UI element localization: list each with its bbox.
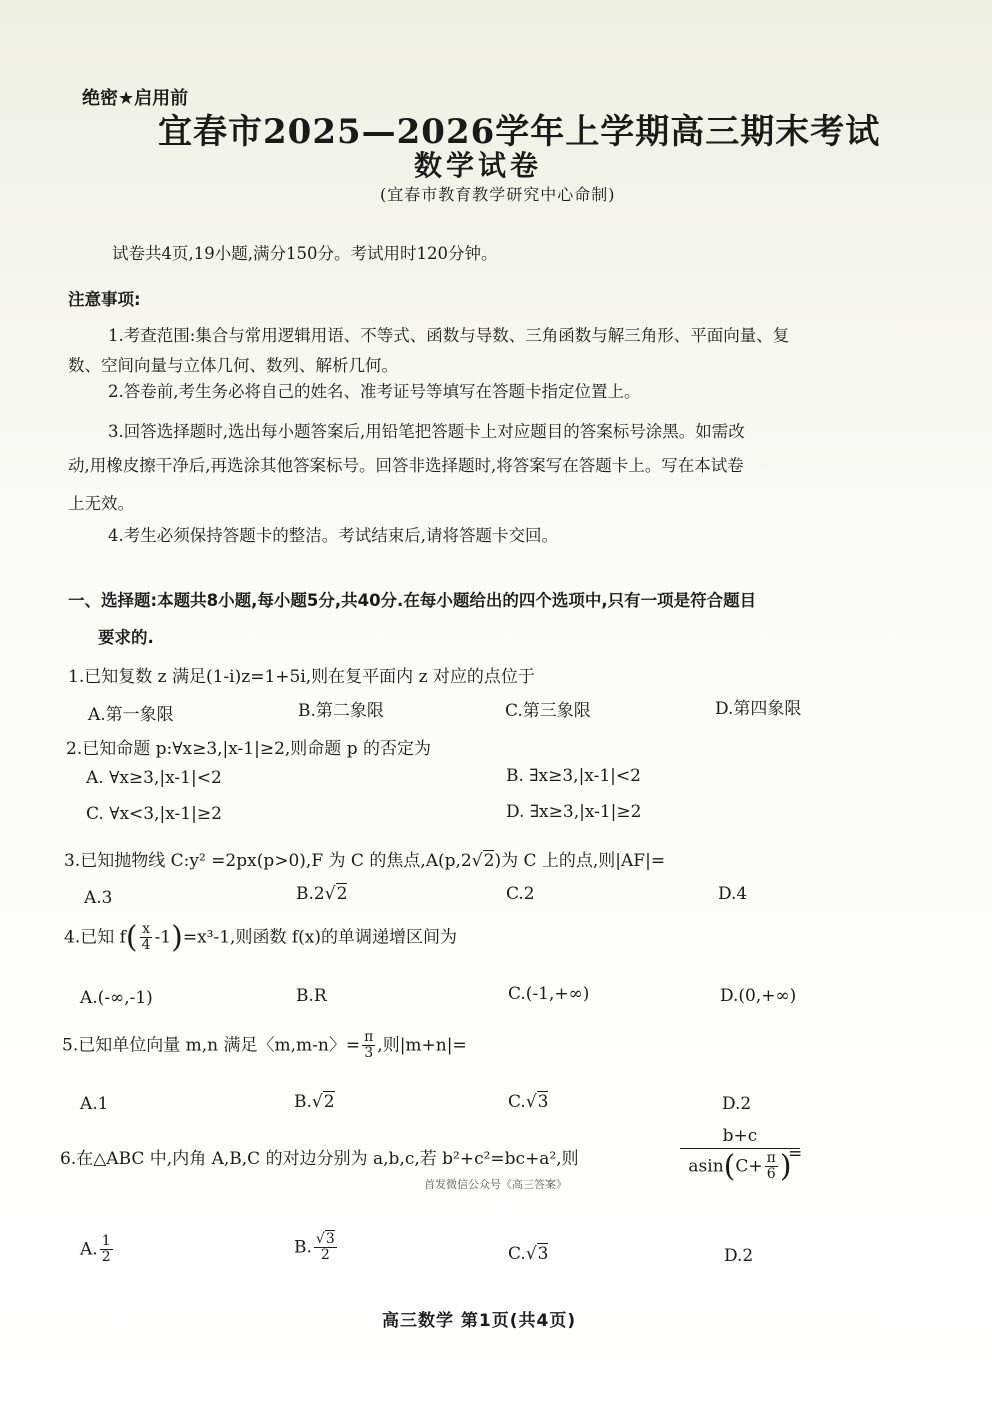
q4-option-b: B.R <box>296 986 327 1006</box>
q5-option-a: A.1 <box>80 1094 109 1114</box>
notice-line: 1.考查范围:集合与常用逻辑用语、不等式、函数与导数、三角函数与解三角形、平面向量、复 <box>108 326 790 345</box>
q3-option-a: A.3 <box>84 888 113 908</box>
section-heading-cont: 要求的. <box>98 628 154 647</box>
question-4-stem: 4.已知 f( $\frac{x}{4}$ -1)=x³-1,则函数 f(x)的单调递增区间为 <box>64 919 458 955</box>
question-5-stem: 5.已知单位向量 m,n 满足〈m,m-n〉= $\frac{\pi}{3}$ ,则|m+n|= <box>62 1029 467 1062</box>
notice-line: 4.考生必须保持答题卡的整洁。考试结束后,请将答题卡交回。 <box>108 526 558 545</box>
notice-line: 3.回答选择题时,选出每小题答案后,用铅笔把答题卡上对应题目的答案标号涂黑。如需改 <box>108 422 745 441</box>
q1-option-c: C.第三象限 <box>505 701 591 721</box>
notice-title: 注意事项: <box>68 290 141 309</box>
q6-option-b: B. $\frac{√3}{2}$ <box>294 1231 335 1264</box>
question-2-stem: 2.已知命题 p:∀x≥3,|x-1|≥2,则命题 p 的否定为 <box>66 739 432 759</box>
q5-option-d: D.2 <box>722 1094 752 1114</box>
notice-line: 数、空间向量与立体几何、数列、解析几何。 <box>68 356 398 375</box>
watermark-text: 首发微信公众号《高三答案》 <box>424 1178 567 1191</box>
q2-option-d: D. ∃x≥3,|x-1|≥2 <box>506 802 642 822</box>
q2-option-b: B. ∃x≥3,|x-1|<2 <box>506 766 641 786</box>
q5-option-b: B.√2 <box>294 1092 335 1112</box>
question-1-stem: 1.已知复数 z 满足(1-i)z=1+5i,则在复平面内 z 对应的点位于 <box>68 667 535 687</box>
q3-option-d: D.4 <box>718 884 748 904</box>
exam-subject: 数学试卷 <box>414 149 543 182</box>
exam-title: 宜春市2025—2026学年上学期高三期末考试 <box>158 112 881 152</box>
q3-option-b: B.2√2 <box>296 884 348 904</box>
notice-line: 动,用橡皮擦干净后,再选涂其他答案标号。回答非选择题时,将答案写在答题卡上。写在本试卷 <box>68 456 744 475</box>
q4-option-c: C.(-1,+∞) <box>508 984 590 1004</box>
q6-option-c: C.√3 <box>508 1244 549 1264</box>
q4-option-a: A.(-∞,-1) <box>80 988 153 1008</box>
q2-option-a: A. ∀x≥3,|x-1|<2 <box>86 768 222 788</box>
q6-option-a: A. $\frac{1}{2}$ <box>80 1233 111 1266</box>
q5-fraction: $\frac{\pi}{3}$ <box>364 1029 374 1062</box>
q5-option-c: C.√3 <box>508 1092 549 1112</box>
exam-info: 试卷共4页,19小题,满分150分。考试用时120分钟。 <box>112 244 498 263</box>
q1-option-b: B.第二象限 <box>298 701 384 721</box>
page-footer: 高三数学 第1页(共4页) <box>382 1311 577 1331</box>
question-3-stem: 3.已知抛物线 C:y² =2px(p>0),F 为 C 的焦点,A(p,2√2)为 C 上的点,则|AF|= <box>64 851 666 871</box>
notice-line: 上无效。 <box>68 494 134 513</box>
q3-option-c: C.2 <box>506 884 535 904</box>
q1-option-a: A.第一象限 <box>88 705 174 725</box>
notice-line: 2.答卷前,考生务必将自己的姓名、准考证号等填写在答题卡指定位置上。 <box>108 382 641 401</box>
question-6-stem: 6.在△ABC 中,内角 A,B,C 的对边分别为 a,b,c,若 b²+c²=bc+a²,则 <box>60 1149 579 1169</box>
q2-option-c: C. ∀x<3,|x-1|≥2 <box>86 804 222 824</box>
exam-author: (宜春市教育教学研究中心命制) <box>380 185 616 204</box>
q6-fraction: b+c asin(C+ $\frac{\pi}{6}$ ) <box>680 1126 800 1183</box>
q1-option-d: D.第四象限 <box>715 699 802 719</box>
q6-equals: = <box>788 1144 803 1164</box>
q4-option-d: D.(0,+∞) <box>720 986 797 1006</box>
section-heading: 一、选择题:本题共8小题,每小题5分,共40分.在每小题给出的四个选项中,只有一项是符合题目 <box>68 591 757 610</box>
confidential-label: 绝密★启用前 <box>82 88 189 109</box>
q4-fraction: $\frac{x}{4}$ <box>141 921 151 954</box>
q6-option-d: D.2 <box>724 1246 754 1266</box>
